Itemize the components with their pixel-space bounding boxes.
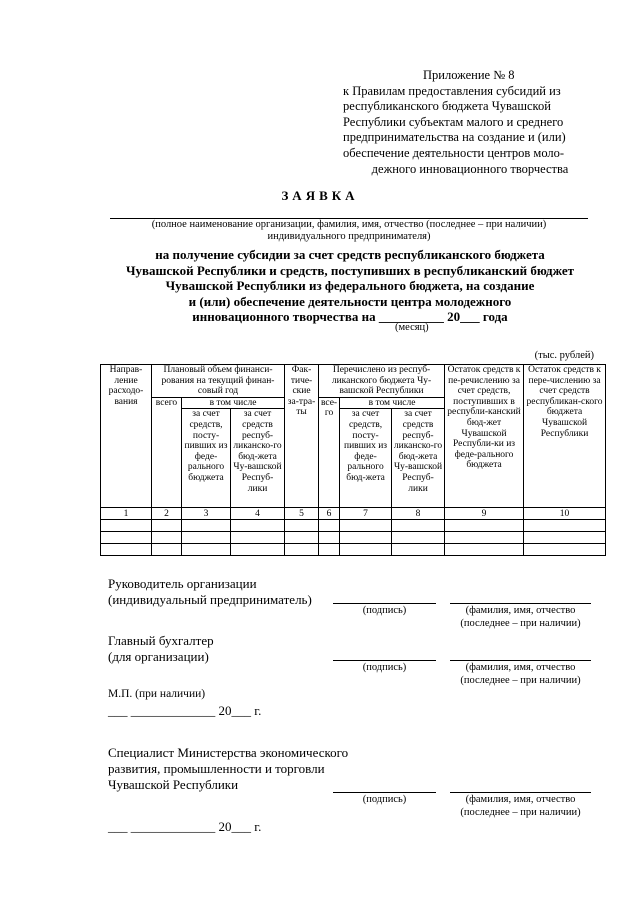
- specialist-fio-line[interactable]: [450, 792, 591, 793]
- accountant-signature-hint: (подпись): [362, 662, 407, 673]
- subject-line: на получение субсидии за счет средств республиканского бюджета: [155, 247, 545, 262]
- table-cell[interactable]: [524, 544, 606, 556]
- hint-line: (полное наименование организации, фамилия, имя, отчество (последнее – при наличии): [151, 219, 547, 230]
- column-number: 4: [231, 508, 285, 520]
- column-number: 3: [182, 508, 231, 520]
- appendix-line: республиканского бюджета Чувашской: [343, 99, 551, 114]
- table-row: [101, 544, 606, 556]
- table-cell[interactable]: [319, 544, 340, 556]
- table-cell[interactable]: [285, 544, 319, 556]
- fio-hint-line: (последнее – при наличии): [460, 806, 581, 818]
- table-cell[interactable]: [340, 532, 392, 544]
- table-cell[interactable]: [392, 520, 445, 532]
- fio-hint-line: (фамилия, имя, отчество: [465, 605, 576, 616]
- specialist-label-line: Специалист Министерства экономического: [108, 745, 349, 760]
- table-cell[interactable]: [152, 520, 182, 532]
- application-subject: [95, 247, 605, 325]
- table-cell[interactable]: [101, 532, 152, 544]
- head-label-line: (индивидуальный предприниматель): [108, 592, 312, 607]
- table-row: [101, 532, 606, 544]
- header-transferred-republic: за счет средств респуб-ликанско-го бюд-жета Чу-вашской Респуб-лики: [392, 409, 445, 508]
- table-cell[interactable]: [319, 532, 340, 544]
- table-cell[interactable]: [182, 532, 231, 544]
- head-label: [108, 576, 312, 608]
- month-hint: (месяц): [395, 322, 429, 333]
- table-cell[interactable]: [445, 532, 524, 544]
- seal-label: М.П. (при наличии): [108, 688, 206, 700]
- header-transferred-total: все-го: [319, 397, 340, 508]
- table-cell[interactable]: [340, 520, 392, 532]
- table-cell[interactable]: [445, 520, 524, 532]
- column-number: 1: [101, 508, 152, 520]
- header-planned-republic: за счет средств респуб-ликанско-го бюд-жета Чу-вашской Респуб-лики: [231, 409, 285, 508]
- fio-hint-line: (последнее – при наличии): [460, 617, 581, 629]
- head-label-line: Руководитель организации: [108, 576, 257, 591]
- fio-hint-line: (фамилия, имя, отчество: [465, 794, 576, 805]
- head-fio-hint: [450, 605, 591, 630]
- table-row: [101, 520, 606, 532]
- fio-hint-line: (фамилия, имя, отчество: [465, 662, 576, 673]
- accountant-signature-line[interactable]: [333, 660, 436, 661]
- column-number: 7: [340, 508, 392, 520]
- header-remain-republic: Остаток средств к пере-числению за счет средств республикан-ского бюджета Чувашской Республики: [524, 365, 606, 508]
- table-cell[interactable]: [285, 520, 319, 532]
- appendix-line: предпринимательства на создание и (или): [343, 130, 566, 145]
- table-cell[interactable]: [101, 520, 152, 532]
- head-signature-line[interactable]: [333, 603, 436, 604]
- head-fio-line[interactable]: [450, 603, 591, 604]
- table-cell[interactable]: [231, 520, 285, 532]
- appendix-header: [343, 68, 597, 177]
- accountant-label-line: Главный бухгалтер: [108, 633, 214, 648]
- header-direction: Направ-ление расходо-вания: [101, 365, 152, 508]
- header-planned-total: всего: [152, 397, 182, 508]
- specialist-date-field[interactable]: ___ _____________ 20___ г.: [108, 819, 262, 834]
- header-planned: Плановый объем финанси-рования на текущий финан-совый год: [152, 365, 285, 398]
- table-cell[interactable]: [392, 532, 445, 544]
- document-title: ЗАЯВКА: [281, 188, 359, 203]
- table-cell[interactable]: [182, 520, 231, 532]
- specialist-fio-hint: [450, 794, 591, 819]
- date-field[interactable]: ___ _____________ 20___ г.: [108, 703, 262, 718]
- head-signature-hint: (подпись): [362, 605, 407, 616]
- subject-line: Чувашской Республики из федерального бюджета, на создание: [165, 278, 535, 294]
- column-number: 5: [285, 508, 319, 520]
- table-cell[interactable]: [524, 520, 606, 532]
- hint-line: индивидуального предпринимателя): [267, 231, 431, 242]
- header-remain-federal: Остаток средств к пе-речислению за счет средств, поступивших в республи-канский бюд-жет Чувашской Республи-ки из феде-рального бюджета: [445, 365, 524, 508]
- table-cell[interactable]: [285, 532, 319, 544]
- accountant-label-line: (для организации): [108, 649, 209, 664]
- table-cell[interactable]: [231, 544, 285, 556]
- organization-name-hint: [110, 219, 588, 243]
- header-planned-including: в том числе: [182, 397, 285, 409]
- header-actual: Фак-тиче-ские за-тра-ты: [285, 365, 319, 508]
- table-cell[interactable]: [152, 532, 182, 544]
- table-cell[interactable]: [340, 544, 392, 556]
- column-number: 9: [445, 508, 524, 520]
- header-transferred-federal: за счет средств, посту-пивших из феде-рального бюд-жета: [340, 409, 392, 508]
- table-cell[interactable]: [152, 544, 182, 556]
- column-number: 10: [524, 508, 606, 520]
- appendix-number: Приложение № 8: [423, 68, 515, 82]
- table-cell[interactable]: [524, 532, 606, 544]
- accountant-fio-hint: [450, 662, 591, 687]
- appendix-line: к Правилам предоставления субсидий из: [343, 83, 561, 98]
- specialist-label: [108, 745, 348, 793]
- table-cell[interactable]: [445, 544, 524, 556]
- column-number: 8: [392, 508, 445, 520]
- column-numbers-row: [101, 508, 606, 520]
- accountant-label: [108, 633, 214, 665]
- table-cell[interactable]: [392, 544, 445, 556]
- funding-table: [100, 364, 606, 556]
- table-cell[interactable]: [231, 532, 285, 544]
- specialist-label-line: Чувашской Республики: [108, 777, 239, 792]
- accountant-fio-line[interactable]: [450, 660, 591, 661]
- table-cell[interactable]: [182, 544, 231, 556]
- subject-line: и (или) обеспечение деятельности центра молодежного: [188, 293, 512, 309]
- appendix-line: обеспечение деятельности центров моло-: [343, 145, 565, 160]
- appendix-line: дежного инновационного творчества: [371, 161, 569, 176]
- specialist-signature-line[interactable]: [333, 792, 436, 793]
- header-transferred-including: в том числе: [340, 397, 445, 409]
- header-transferred: Перечислено из респуб-ликанского бюджета Чу-вашской Республики: [319, 365, 445, 398]
- specialist-signature-hint: (подпись): [362, 794, 407, 805]
- table-cell[interactable]: [319, 520, 340, 532]
- header-planned-federal: за счет средств, посту-пивших из феде-рального бюджета: [182, 409, 231, 508]
- fio-hint-line: (последнее – при наличии): [460, 674, 581, 686]
- column-number: 2: [152, 508, 182, 520]
- units-label: (тыс. рублей): [534, 350, 594, 361]
- subject-line: Чувашской Республики и средств, поступивших в республиканский бюджет: [125, 262, 575, 278]
- column-number: 6: [319, 508, 340, 520]
- table-cell[interactable]: [101, 544, 152, 556]
- subject-line: инновационного творчества на __________ 20___ года: [192, 309, 508, 325]
- appendix-line: Республики субъектам малого и среднего: [343, 114, 564, 129]
- specialist-label-line: развития, промышленности и торговли: [108, 761, 325, 776]
